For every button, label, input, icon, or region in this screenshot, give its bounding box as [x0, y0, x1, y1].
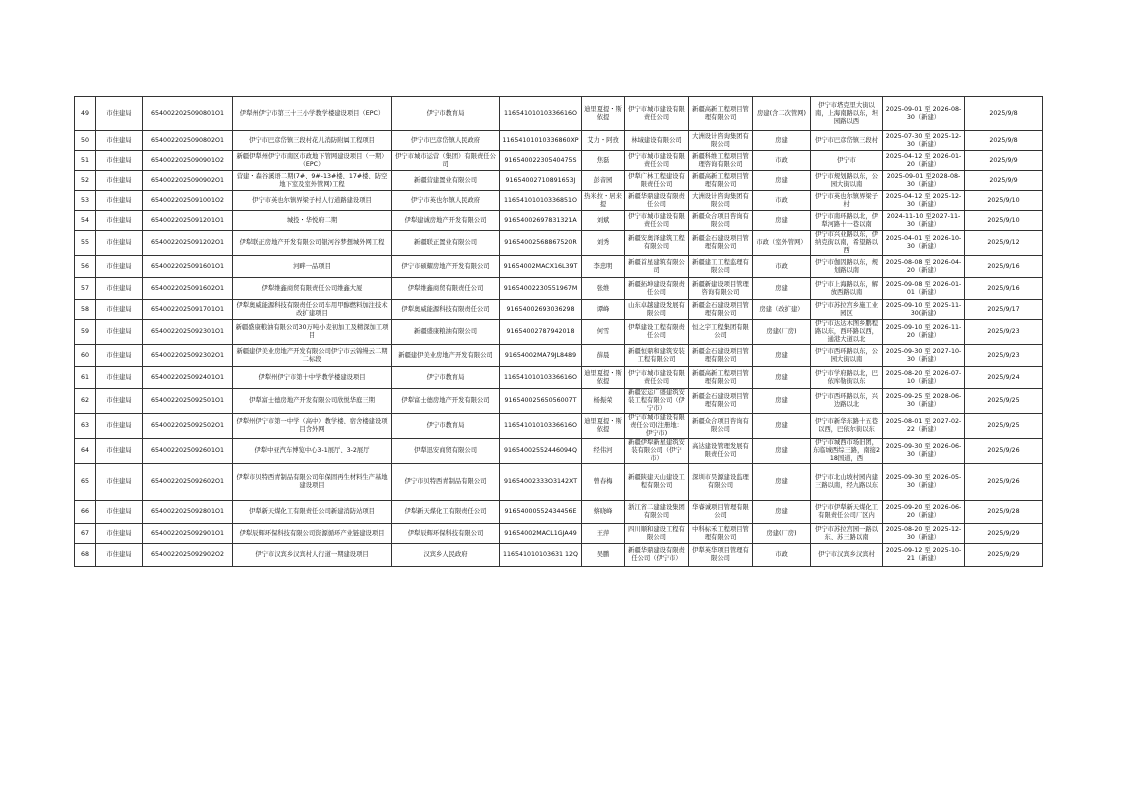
table-cell: 杨振荣	[582, 389, 625, 414]
table-cell: 新疆金石建设项目管理有限公司	[689, 389, 753, 414]
table-cell: 2025/9/24	[965, 367, 1043, 389]
table-cell: 房建	[753, 345, 811, 367]
table-cell: 91654002MACX16L39T	[500, 256, 582, 278]
table-cell: 新疆高新工程项目管理有限公司	[689, 171, 753, 191]
table-cell: 伊犁州伊宁市第十中学教学楼建设项目	[233, 367, 392, 389]
table-row	[75, 320, 1043, 345]
table-cell: 伊宁市城市运营（集团）有限责任公司	[392, 151, 500, 171]
table-cell: 62	[75, 389, 96, 414]
table-cell: 6540022025091602O1	[143, 278, 233, 300]
table-cell: 何雪	[582, 320, 625, 345]
table-cell: 新疆恒鼎和建筑安装工程有限公司	[625, 345, 689, 367]
table-cell: 2025-08-20 至 2025-12-30（新建）	[883, 524, 965, 544]
table-cell: 市政	[753, 151, 811, 171]
table-cell: 新疆陕建天山建设工程有限公司	[625, 464, 689, 501]
table-cell: 伊犁奥威能源科技有限责任公司车用甲醇燃料加注技术改扩建项目	[233, 300, 392, 320]
table-cell: 6540022025091201O1	[143, 211, 233, 231]
table-cell: 伊宁市贝特西青制品有限公司	[392, 464, 500, 501]
table-cell: 伊宁市教育局	[392, 367, 500, 389]
table-cell: 91654002697831321A	[500, 211, 582, 231]
table-cell: 伊宁市伽因路以东，规划路以南	[811, 256, 883, 278]
table-cell: 2025-09-20 至 2026-06-20（新建）	[883, 501, 965, 524]
table-row	[75, 191, 1043, 211]
table-cell: 伊宁市巴彦岱镇人民政府	[392, 131, 500, 151]
table-cell: 伊犁迅安商贸有限公司	[392, 439, 500, 464]
table-cell: 新疆联正置业有限公司	[392, 231, 500, 256]
table-row	[75, 414, 1043, 439]
table-cell: 65	[75, 464, 96, 501]
table-cell: 市政	[753, 191, 811, 211]
table-cell: 6540022025092902O2	[143, 544, 233, 567]
table-cell: 伊犁市贝特西青制品有限公司年保固再生材料生产基地建设项目	[233, 464, 392, 501]
table-cell: 市住建局	[96, 300, 143, 320]
table-cell: 6540022025092801O1	[143, 501, 233, 524]
table-cell: 2025/9/25	[965, 389, 1043, 414]
table-cell: 房建	[753, 501, 811, 524]
table-row	[75, 211, 1043, 231]
table-cell: 市住建局	[96, 131, 143, 151]
table-row	[75, 439, 1043, 464]
table-cell: 116541010103631 12Q	[500, 544, 582, 567]
table-cell: 6540022025092901O1	[143, 524, 233, 544]
table-cell: 66	[75, 501, 96, 524]
table-cell: 伊宁市西环路以东，兴边路以北	[811, 389, 883, 414]
table-cell: 房建	[753, 389, 811, 414]
table-cell: 新疆首星建筑有限公司	[625, 256, 689, 278]
table-cell: 林域建设有限公司	[625, 131, 689, 151]
table-cell: 大洲设计咨询集团有限公司	[689, 131, 753, 151]
table-cell: 房建	[753, 211, 811, 231]
table-cell: 2025-09-10 至 2025-11-30(新建)	[883, 300, 965, 320]
table-cell: 6540022025091001O2	[143, 191, 233, 211]
table-cell: 刘秀	[582, 231, 625, 256]
table-cell: 薛晨	[582, 345, 625, 367]
table-cell: 伊宁市南环路以北，伊犁河路十一巷以南	[811, 211, 883, 231]
table-cell: 新疆伊犁新星建筑安装有限公司（伊宁市）	[625, 439, 689, 464]
table-cell: 2025-09-01 至 2026-08-30（新建）	[883, 97, 965, 131]
table-cell: 新疆金石建设项目管理有限公司	[689, 300, 753, 320]
table-cell: 11654101010336860XP	[500, 131, 582, 151]
table-cell: 68	[75, 544, 96, 567]
table-cell: 谭峰	[582, 300, 625, 320]
table-cell: 63	[75, 414, 96, 439]
table-cell: 伊宁市苏拉宫园一路以东、苏三路以南	[811, 524, 883, 544]
table-cell: 四川顺和建设工程有限公司	[625, 524, 689, 544]
table-cell: 伊犁建设工程有限责任公司	[625, 320, 689, 345]
table-cell: 伊宁市城市建设有限责任公司(注册地：伊宁市)	[625, 414, 689, 439]
table-cell: 恒之宇工程集团有限公司	[689, 320, 753, 345]
table-cell: 营建・森谷溪语二期(7#、9#-13#楼、17#楼、防空地下室及室外管网)工程	[233, 171, 392, 191]
table-cell: 6540022025092301O1	[143, 320, 233, 345]
table-cell: 2025/9/23	[965, 320, 1043, 345]
table-cell: 新疆营建置业有限公司	[392, 171, 500, 191]
table-cell: 伊宁市巴彦岱镇三段村花儿消防附属工程项目	[233, 131, 392, 151]
table-row	[75, 256, 1043, 278]
table-cell: 2025/9/28	[965, 501, 1043, 524]
table-cell: 2025-04-12 至 2025-12-30（新建）	[883, 191, 965, 211]
table-row	[75, 501, 1043, 524]
table-cell: 6540022025092502O1	[143, 414, 233, 439]
table-cell: 伊宁市上海路以东，解放西路以南	[811, 278, 883, 300]
table-cell: 11654101010336616O	[500, 97, 582, 131]
table-cell: 6540022025092302O1	[143, 345, 233, 367]
table-cell: 迪里夏提・斯依提	[582, 414, 625, 439]
table-cell: 50	[75, 131, 96, 151]
table-cell: 91654000552434456E	[500, 501, 582, 524]
table-cell: 刘斌	[582, 211, 625, 231]
table-cell: 6540022025092401O1	[143, 367, 233, 389]
table-cell: 6540022025091202O1	[143, 231, 233, 256]
table-cell: 彭音园	[582, 171, 625, 191]
table-cell: 热米拉・居来提	[582, 191, 625, 211]
table-cell: 2024-11-10 至2027-11-30（新建）	[883, 211, 965, 231]
table-cell: 迪里夏提・斯依提	[582, 97, 625, 131]
table-cell: 2025-07-30 至 2025-12-30（新建）	[883, 131, 965, 151]
table-cell: 新疆华鼎建设有限责任公司	[625, 191, 689, 211]
table-cell: 伊宁市达达木图乡鹏程路以东，西环路以西，通港大道以北	[811, 320, 883, 345]
table-cell: 2025-04-12 至 2026-01-20（新建）	[883, 151, 965, 171]
table-cell: 伊宁市新华东路十五巷以西，巴依尔街以东	[811, 414, 883, 439]
table-cell: 新疆高新工程项目管理有限公司	[689, 367, 753, 389]
table-row	[75, 231, 1043, 256]
table-cell: 伊犁中亚汽车博览中心3-1展厅、3-2展厅	[233, 439, 392, 464]
table-cell: 伊宁市英也尔镇人民政府	[392, 191, 500, 211]
table-cell: 2025-09-12 至 2025-10-21（新建）	[883, 544, 965, 567]
table-cell: 市住建局	[96, 501, 143, 524]
table-cell: 伊宁市城市建设有限责任公司	[625, 367, 689, 389]
table-cell: 91654002MA79JL8489	[500, 345, 582, 367]
table-cell: 新疆盛康粮油有限公司30万吨小麦初加工及精深加工项目	[233, 320, 392, 345]
table-cell: 伊犁广林工程建设有限责任公司	[625, 171, 689, 191]
table-cell: 市住建局	[96, 320, 143, 345]
table-cell: 迪里夏提・斯依提	[582, 367, 625, 389]
table-cell: 李忠明	[582, 256, 625, 278]
table-cell: 伊犁辰辉环保科技有限公司资源循环产业链建设项目	[233, 524, 392, 544]
table-cell: 市住建局	[96, 231, 143, 256]
table-cell: 6540022025090801O1	[143, 97, 233, 131]
table-cell: 2025/9/29	[965, 544, 1043, 567]
table-cell: 山东卓越建设发展有限公司	[625, 300, 689, 320]
table-cell: 市住建局	[96, 439, 143, 464]
table-cell: 市住建局	[96, 367, 143, 389]
table-cell: 市政（室外管网）	[753, 231, 811, 256]
table-cell: 房建	[753, 414, 811, 439]
table-cell: 新疆盛康粮油有限公司	[392, 320, 500, 345]
table-cell: 2025/9/25	[965, 414, 1043, 439]
table-cell: 2025-09-30 至 2026-05-30（新建）	[883, 464, 965, 501]
table-cell: 6540022025091701O1	[143, 300, 233, 320]
table-cell: 新疆金石建设项目管理有限公司	[689, 231, 753, 256]
table-cell: 51	[75, 151, 96, 171]
table-cell: 新疆众合项目咨询有限公司	[689, 414, 753, 439]
table-row	[75, 278, 1043, 300]
table-cell: 伊宁市巴彦岱镇三段村	[811, 131, 883, 151]
table-cell: 新疆安奥泽建筑工程有限公司	[625, 231, 689, 256]
table-cell: 市住建局	[96, 414, 143, 439]
table-cell: 91654002568867520R	[500, 231, 582, 256]
table-row	[75, 151, 1043, 171]
table-cell: 伊宁市硕耀房地产开发有限公司	[392, 256, 500, 278]
table-cell: 伊宁市教育局	[392, 97, 500, 131]
table-cell: 6540022025091601O1	[143, 256, 233, 278]
table-cell: 55	[75, 231, 96, 256]
table-row	[75, 131, 1043, 151]
table-cell: 市住建局	[96, 345, 143, 367]
table-cell: 57	[75, 278, 96, 300]
table-cell: 房建	[753, 278, 811, 300]
table-cell: 伊犁新天煤化工有限责任公司	[392, 501, 500, 524]
table-cell: 市住建局	[96, 211, 143, 231]
table-cell: 53	[75, 191, 96, 211]
table-cell: 市住建局	[96, 191, 143, 211]
table-cell: 伊犁英华项目管理有限公司	[689, 544, 753, 567]
table-cell: 伊犁州伊宁市第一中学（高中）教学楼、宿舍楼建设项目含外网	[233, 414, 392, 439]
table-cell: 91654002693036298	[500, 300, 582, 320]
table-cell: 6540022025092602O1	[143, 464, 233, 501]
table-cell: 64	[75, 439, 96, 464]
table-cell: 2025/9/16	[965, 256, 1043, 278]
table-cell: 焦磊	[582, 151, 625, 171]
table-cell: 2025/9/26	[965, 439, 1043, 464]
table-cell: 2025/9/10	[965, 211, 1043, 231]
table-cell: 蔡晓峰	[582, 501, 625, 524]
table-cell: 2025/9/16	[965, 278, 1043, 300]
table-cell: 新疆科维工程项目管理咨询有限公司	[689, 151, 753, 171]
table-cell: 伊犁辰辉环保科技有限公司	[392, 524, 500, 544]
table-cell: 2025/9/8	[965, 97, 1043, 131]
table-row	[75, 300, 1043, 320]
table-cell: 58	[75, 300, 96, 320]
table-cell: 伊宁市城市建设有限责任公司	[625, 97, 689, 131]
table-row	[75, 389, 1043, 414]
table-cell: 伊犁富士德房地产开发有限公司欣悦华庭三期	[233, 389, 392, 414]
table-cell: 11654101010336851O	[500, 191, 582, 211]
table-cell: 新疆金石建设项目管理有限公司	[689, 345, 753, 367]
table-cell: 91654002787942018	[500, 320, 582, 345]
table-cell: 2025-09-01 至2028-08-30（新建）	[883, 171, 965, 191]
table-row	[75, 464, 1043, 501]
table-cell: 6540022025090901O2	[143, 151, 233, 171]
table-cell: 房建	[753, 131, 811, 151]
table-cell: 伊宁市教育局	[392, 414, 500, 439]
table-cell: 王萍	[582, 524, 625, 544]
table-cell: 伊犁奥威能源科技有限责任公司	[392, 300, 500, 320]
table-cell: 61	[75, 367, 96, 389]
table-cell: 伊宁市英也尔镇界梁子村人行道路建设项目	[233, 191, 392, 211]
table-cell: 2025/9/29	[965, 524, 1043, 544]
table-cell: 伊宁市塔克里大街以南，上海南路以东，坦园路以西	[811, 97, 883, 131]
table-cell: 市住建局	[96, 389, 143, 414]
table-cell: 房建	[753, 171, 811, 191]
table-cell: 伊犁维鑫商贸有限责任公司维鑫大厦	[233, 278, 392, 300]
table-cell: 新疆建伊美业房地产开发有限公司伊宁市云锦缦云二期二标段	[233, 345, 392, 367]
table-cell: 2025/9/23	[965, 345, 1043, 367]
table-cell: 2025-09-10 至 2026-11-20（新建）	[883, 320, 965, 345]
table-cell: 伊宁市	[811, 151, 883, 171]
table-cell: 91654002565056007T	[500, 389, 582, 414]
table-cell: 91654002MACL1GJA49	[500, 524, 582, 544]
table-cell: 吴鹏	[582, 544, 625, 567]
table-cell: 6540022025090802O1	[143, 131, 233, 151]
table-cell: 2025/9/9	[965, 171, 1043, 191]
table-cell: 2025/9/9	[965, 151, 1043, 171]
table-cell: 市住建局	[96, 256, 143, 278]
table-cell: 深圳市昊源建设监理有限公司	[689, 464, 753, 501]
table-row	[75, 345, 1043, 367]
table-cell: 市住建局	[96, 464, 143, 501]
table-cell: 2025-08-20 至 2026-07-10（新建）	[883, 367, 965, 389]
table-cell: 市住建局	[96, 151, 143, 171]
table-cell: 2025-08-01 至 2027-02-22（新建）	[883, 414, 965, 439]
table-cell: 房建(厂房)	[753, 320, 811, 345]
table-cell: 6540022025090902O1	[143, 171, 233, 191]
table-cell: 2025-09-25 至 2028-06-30（新建）	[883, 389, 965, 414]
table-cell: 伊犁富士德房地产开发有限公司	[392, 389, 500, 414]
table-row	[75, 544, 1043, 567]
table-cell: 高达建设管理发展有限责任公司	[689, 439, 753, 464]
table-cell: 房建	[753, 439, 811, 464]
table-row	[75, 171, 1043, 191]
table-cell: 伊宁市英也尔镇界梁子村	[811, 191, 883, 211]
table-cell: 新疆建伊美业房地产开发有限公司	[392, 345, 500, 367]
table-cell: 伊犁建诚房地产开发有限公司	[392, 211, 500, 231]
project-permit-table	[74, 96, 1043, 567]
table-cell: 54	[75, 211, 96, 231]
table-cell: 市住建局	[96, 97, 143, 131]
table-cell: 房建(含二次管网)	[753, 97, 811, 131]
table-cell: 新疆众合项目咨询有限公司	[689, 211, 753, 231]
table-cell: 伊犁维鑫商贸有限责任公司	[392, 278, 500, 300]
table-cell: 2025/9/17	[965, 300, 1043, 320]
table-cell: 汉宾乡人民政府	[392, 544, 500, 567]
table-cell: 2025-04-01 至 2026-10-30（新建）	[883, 231, 965, 256]
table-cell: 6540022025092501O1	[143, 389, 233, 414]
table-cell: 房建（改扩建）	[753, 300, 811, 320]
table-cell: 60	[75, 345, 96, 367]
table-cell: 11654101010336616O	[500, 367, 582, 389]
table-cell: 59	[75, 320, 96, 345]
table-cell: 经伟河	[582, 439, 625, 464]
table-cell: 张维	[582, 278, 625, 300]
table-cell: 91654002552446094Q	[500, 439, 582, 464]
table-row	[75, 524, 1043, 544]
table-cell: 市政	[753, 544, 811, 567]
table-cell: 52	[75, 171, 96, 191]
table-cell: 伊宁市兴业路以东，伊纳克街以南，希望路以西	[811, 231, 883, 256]
table-cell: 曾春梅	[582, 464, 625, 501]
table-cell: 91654002230551967M	[500, 278, 582, 300]
table-cell: 浙江省二建建设集团有限公司	[625, 501, 689, 524]
table-cell: 2025/9/8	[965, 131, 1043, 151]
table-cell: 2025-08-08 至 2026-04-20（新建）	[883, 256, 965, 278]
table-cell: 城投・华悦府二期	[233, 211, 392, 231]
table-cell: 中科标禾工程项目管理有限公司	[689, 524, 753, 544]
table-cell: 新疆拓坤建设有限责任公司	[625, 278, 689, 300]
table-cell: 新疆新建设项目管理咨询有限公司	[689, 278, 753, 300]
table-cell: 伊宁市汉宾乡汉宾村人行道一期建设项目	[233, 544, 392, 567]
table-row	[75, 367, 1043, 389]
table-row	[75, 97, 1043, 131]
table-cell: 2025/9/10	[965, 191, 1043, 211]
table-cell: 56	[75, 256, 96, 278]
table-cell: 市住建局	[96, 278, 143, 300]
table-cell: 2025-09-30 至 2026-06-30（新建）	[883, 439, 965, 464]
table-cell: 伊宁市北山坡村园内建三路以南，经九路以东	[811, 464, 883, 501]
table-cell: 伊宁市苏拉宫乡施工业园区	[811, 300, 883, 320]
table-cell: 房建	[753, 367, 811, 389]
table-cell: 2025/9/26	[965, 464, 1043, 501]
table-cell: 伊宁市城西市场旧团，东临城西综三路，南接218国道，西	[811, 439, 883, 464]
table-cell: 市住建局	[96, 544, 143, 567]
table-cell: 伊宁市城市建设有限责任公司	[625, 211, 689, 231]
table-cell: 新疆华鼎建设有限责任公司（伊宁市）	[625, 544, 689, 567]
table-cell: 伊犁州伊宁市第三十三小学教学楼建设项目（EPC）	[233, 97, 392, 131]
table-cell: 91654002333O3142XT	[500, 464, 582, 501]
table-cell: 伊宁市西环路以东，公园大街以南	[811, 345, 883, 367]
table-cell: 市政	[753, 256, 811, 278]
table-cell: 伊犁新天煤化工有限责任公司新建消防站项目	[233, 501, 392, 524]
table-cell: 6540022025092601O1	[143, 439, 233, 464]
table-cell: 伊宁市汉宾乡汉宾村	[811, 544, 883, 567]
table-cell: 2025-09-30 至 2027-10-30（新建）	[883, 345, 965, 367]
table-cell: 市住建局	[96, 171, 143, 191]
table-cell: 伊宁市伊犁新天煤化工有限责任公司厂区内	[811, 501, 883, 524]
table-cell: 艾力・阿孜	[582, 131, 625, 151]
table-cell: 2025-09-08 至 2026-01-01（新建）	[883, 278, 965, 300]
table-cell: 伊宁市城市建设有限责任公司	[625, 151, 689, 171]
table-cell: 新疆宏运广盛建筑安装工程有限公司（伊宁市）	[625, 389, 689, 414]
table-cell: 华睿诚项目管理有限公司	[689, 501, 753, 524]
table-cell: 2025/9/12	[965, 231, 1043, 256]
table-cell: 91654002230540475S	[500, 151, 582, 171]
table-cell: 伊犁联正房地产开发有限公司银河谷梦想城外网工程	[233, 231, 392, 256]
table-cell: 大洲设计咨询集团有限公司	[689, 191, 753, 211]
table-cell: 市住建局	[96, 524, 143, 544]
table-cell: 新疆建工工程监理有限公司	[689, 256, 753, 278]
table-cell: 49	[75, 97, 96, 131]
table-cell: 河畔一品项目	[233, 256, 392, 278]
table-cell: 91654002710891653J	[500, 171, 582, 191]
table-cell: 新疆高新工程项目管理有限公司	[689, 97, 753, 131]
table-cell: 房建	[753, 464, 811, 501]
table-cell: 新疆伊犁州伊宁市南区市政地下管网建设项目（一期）（EPC）	[233, 151, 392, 171]
table-cell: 伊宁市学府路以北，巴依库勒街以东	[811, 367, 883, 389]
table-cell: 11654101010336616O	[500, 414, 582, 439]
table-cell: 伊宁市规划路以东，公园大街以南	[811, 171, 883, 191]
table-cell: 67	[75, 524, 96, 544]
table-cell: 房建(厂房)	[753, 524, 811, 544]
